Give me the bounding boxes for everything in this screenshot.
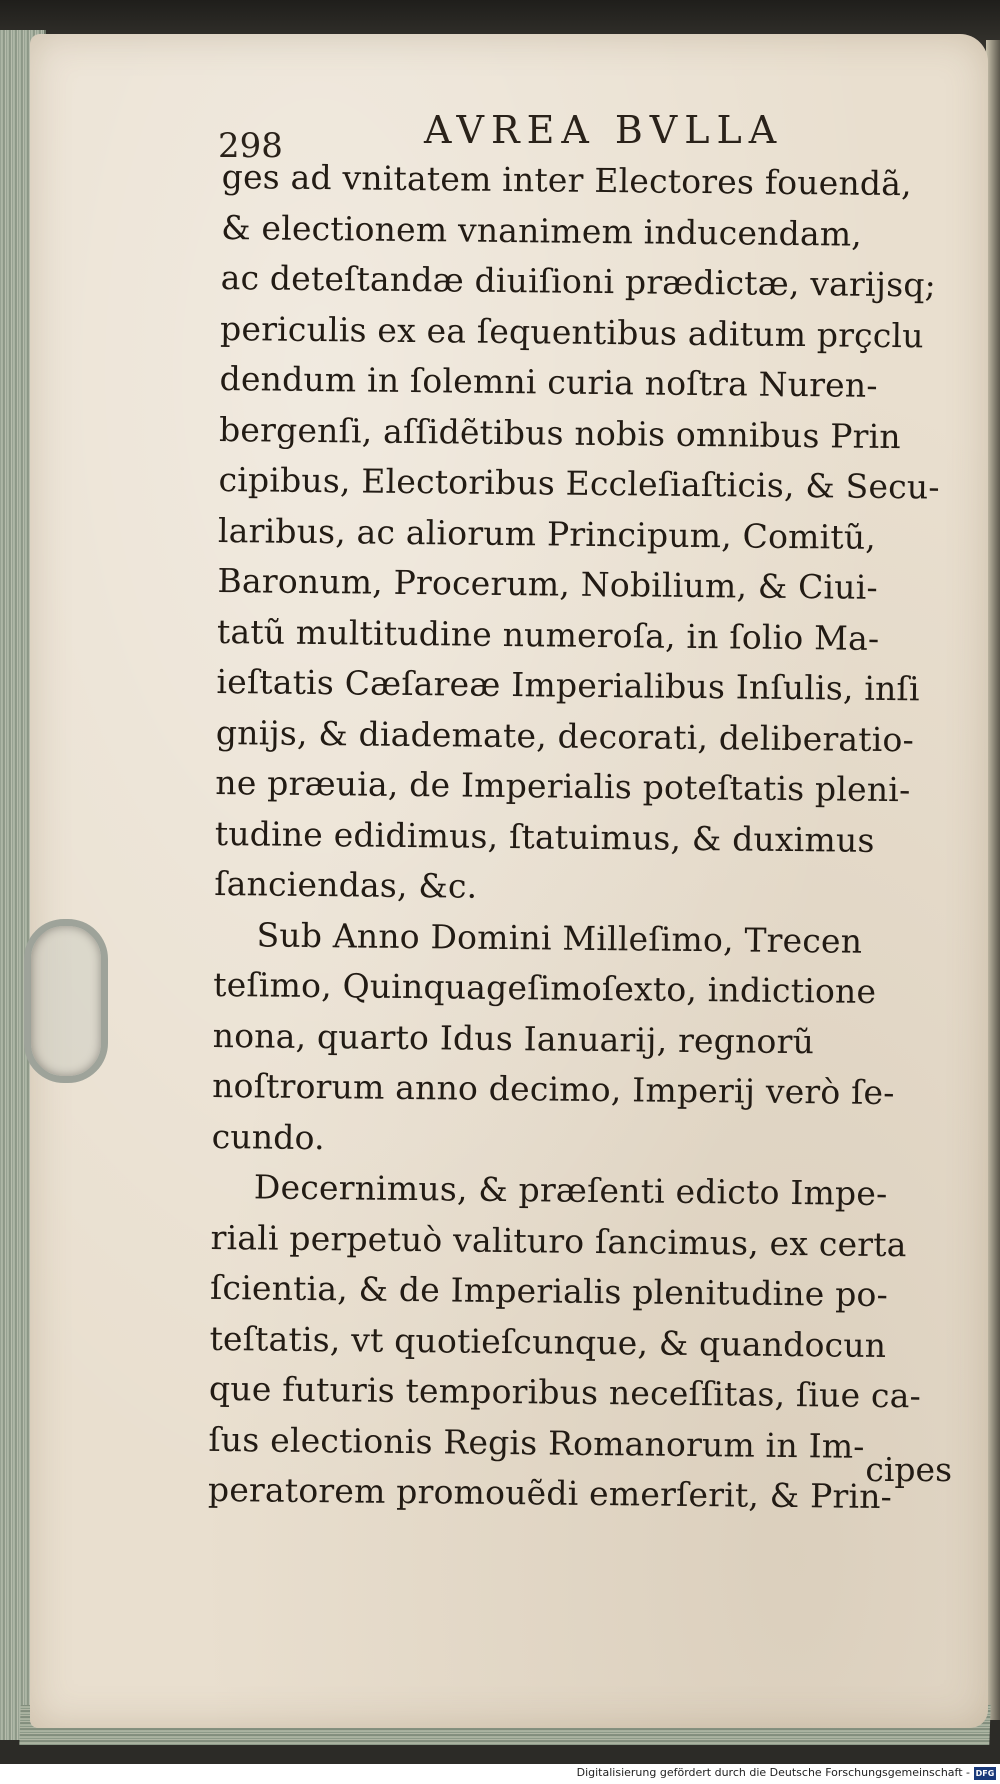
footer-bar — [0, 1764, 1000, 1784]
dfg-logo-icon: DFG — [975, 1769, 995, 1778]
text-line: ſanciendas, &c. — [214, 863, 478, 906]
text-line: ſcientia, & de Imperialis plenitudine po- — [209, 1267, 889, 1315]
text-line: ſus electionis Regis Romanorum in Im- — [208, 1419, 865, 1466]
text-line: teſimo, Quinquageſimoſexto, indictione — [213, 964, 877, 1011]
text-line: peratorem promouẽdi emerſerit, & Prin- — [207, 1469, 893, 1517]
text-line: noſtrorum anno decimo, Imperij verò ſe- — [212, 1065, 895, 1113]
text-line: nona, quarto Idus Ianuarij, regnorũ — [212, 1015, 815, 1061]
body-text — [208, 152, 952, 1523]
text-line: riali perpetuò valituro ſancimus, ex certa — [210, 1217, 907, 1264]
catchword: cipes — [865, 1450, 952, 1489]
text-line: ges ad vnitatem inter Electores fouendã, — [221, 156, 913, 204]
text-line: & electionem vnanimem inducendam, — [221, 207, 863, 254]
text-line: ieſtatis Cæſareæ Imperialibus Inſulis, inſi — [216, 661, 920, 709]
text-line: dendum in ſolemni curia noſtra Nuren- — [219, 358, 878, 405]
text-line: que futuris temporibus neceſſitas, ſiue ca- — [208, 1368, 922, 1416]
page-header — [218, 108, 838, 166]
footer-credit: Digitalisierung gefördert durch die Deutsche Forschungsgemeinschaft - — [576, 1766, 970, 1779]
text-line: Decernimus, & præſenti edicto Impe- — [210, 1166, 888, 1214]
text-line: tatũ multitudine numeroſa, in ſolio Ma- — [216, 611, 880, 658]
text-line: periculis ex ea ſequentibus aditum prçclu — [219, 308, 924, 355]
text-line: cundo. — [211, 1116, 325, 1157]
text-line: ac deteſtandæ diuiſioni prædictæ, varijsq; — [220, 257, 937, 305]
text-line: teſtatis, vt quotieſcunque, & quandocun — [209, 1318, 887, 1365]
text-line: ne præuia, de Imperialis poteſtatis pleni- — [215, 762, 911, 810]
text-line: tudine edidimus, ſtatuimus, & duximus — [214, 813, 875, 860]
text-line: gnijs, & diademate, decorati, deliberatio- — [215, 712, 915, 759]
book-clasp — [24, 919, 108, 1083]
page-number: 298 — [218, 126, 283, 166]
running-head: AVREA BVLLA — [424, 108, 784, 152]
text-line: Sub Anno Domini Milleſimo, Trecen — [213, 914, 863, 961]
text-line: cipibus, Electoribus Eccleſiaſticis, & Secu- — [218, 459, 940, 507]
page-edges-right — [986, 40, 1000, 1720]
text-line: laribus, ac aliorum Principum, Comitũ, — [217, 510, 877, 557]
text-line: Baronum, Procerum, Nobilium, & Ciui- — [217, 560, 879, 607]
text-line: bergenſi, aſſidẽtibus nobis omnibus Prin — [218, 409, 902, 456]
